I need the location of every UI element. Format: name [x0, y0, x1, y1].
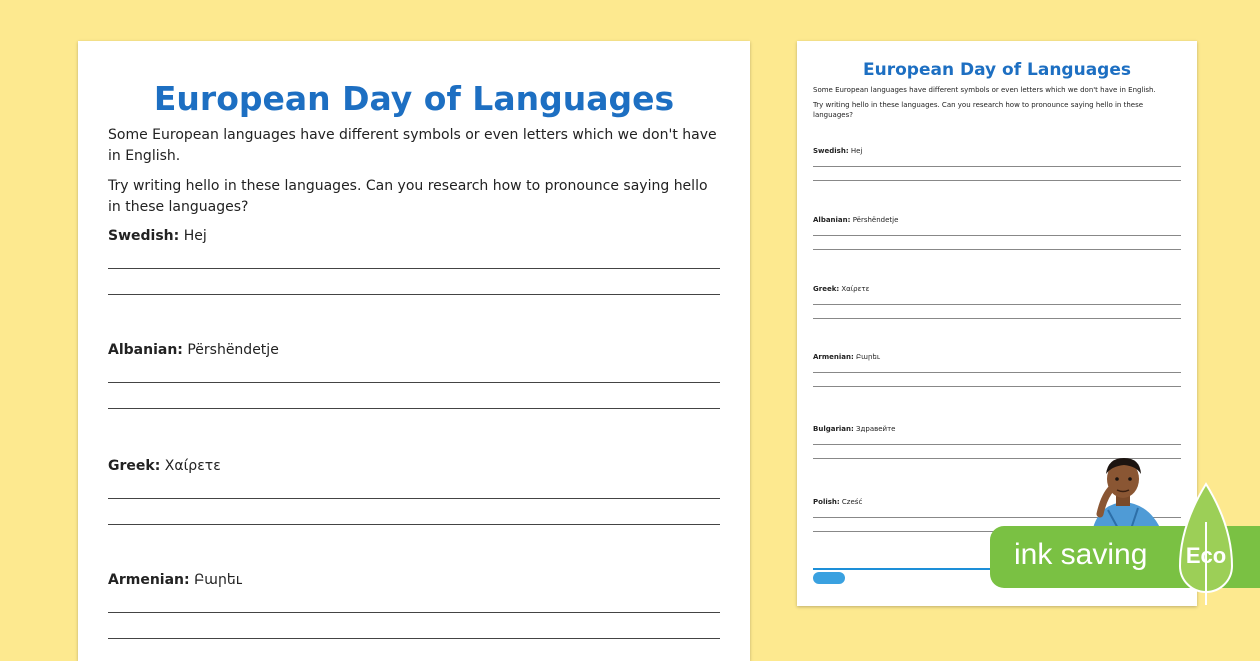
instruction-paragraph: Try writing hello in these languages. Can you research how to pronounce saying hello in these languages?	[108, 178, 708, 215]
writing-line	[108, 638, 720, 639]
language-hello: Përshëndetje	[187, 342, 279, 358]
writing-line	[108, 498, 720, 499]
eco-label: Eco	[1185, 543, 1227, 568]
writing-line	[813, 166, 1181, 167]
worksheet-title: European Day of Languages	[863, 60, 1131, 80]
language-name: Bulgarian:	[813, 425, 854, 433]
writing-line	[813, 444, 1181, 445]
ink-saving-text: ink saving	[1014, 538, 1148, 571]
brand-logo-icon	[813, 572, 845, 584]
language-name: Armenian:	[813, 353, 854, 361]
writing-line	[108, 524, 720, 525]
writing-line	[813, 235, 1181, 236]
language-hello: Χαίρετε	[841, 285, 870, 293]
writing-line	[813, 386, 1181, 387]
language-hello: Cześć	[841, 498, 863, 506]
writing-line	[108, 612, 720, 613]
language-hello: Hej	[183, 228, 207, 244]
language-name: Albanian:	[108, 342, 183, 358]
intro-paragraph: Some European languages have different symbols or even letters which we don't have in English.	[813, 86, 1156, 94]
writing-line	[813, 180, 1181, 181]
thinking-person-illustration	[1080, 452, 1180, 532]
language-item-swedish	[108, 228, 720, 295]
language-name: Polish:	[813, 498, 840, 506]
language-item-armenian	[813, 353, 1181, 387]
writing-line	[108, 408, 720, 409]
language-item-armenian	[108, 572, 720, 639]
language-item-swedish	[813, 147, 1181, 181]
worksheet-large-preview	[78, 41, 750, 661]
language-item-albanian	[108, 342, 720, 409]
language-name: Albanian:	[813, 216, 851, 224]
language-name: Armenian:	[108, 572, 190, 588]
language-item-greek	[813, 285, 1181, 319]
worksheet-title: European Day of Languages	[153, 79, 675, 118]
writing-line	[108, 268, 720, 269]
language-hello: Përshëndetje	[852, 216, 899, 224]
language-name: Greek:	[108, 458, 161, 474]
language-hello: Բարեւ	[194, 572, 242, 588]
language-name: Swedish:	[108, 228, 180, 244]
language-hello: Здравейте	[856, 425, 896, 433]
writing-line	[813, 249, 1181, 250]
intro-paragraph: Some European languages have different symbols or even letters which we don't have in English.	[108, 127, 717, 164]
writing-line	[813, 318, 1181, 319]
writing-line	[108, 294, 720, 295]
writing-line	[813, 304, 1181, 305]
language-hello: Բարեւ	[856, 353, 880, 361]
writing-line	[108, 382, 720, 383]
language-name: Swedish:	[813, 147, 849, 155]
language-name: Greek:	[813, 285, 840, 293]
language-item-greek	[108, 458, 720, 525]
writing-line	[813, 372, 1181, 373]
language-hello: Χαίρετε	[164, 458, 221, 474]
instruction-paragraph: Try writing hello in these languages. Can you research how to pronounce saying hello in these languages?	[813, 101, 1144, 119]
language-hello: Hej	[850, 147, 863, 155]
language-item-albanian	[813, 216, 1181, 250]
